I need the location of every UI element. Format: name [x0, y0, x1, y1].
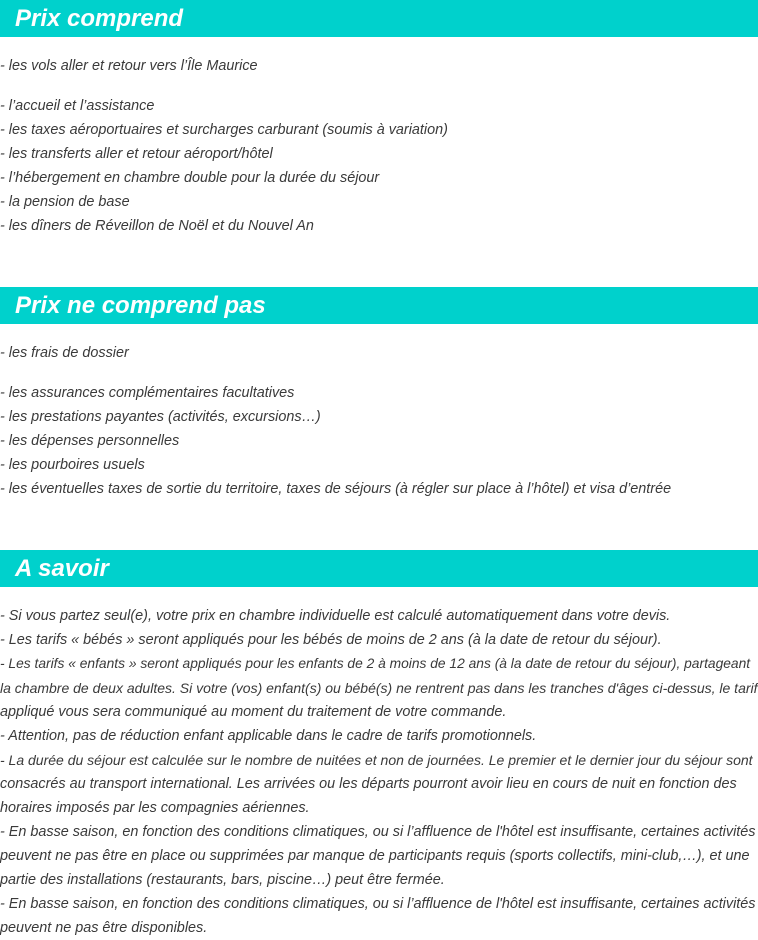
info-line: appliqué vous sera communiqué au moment du traitement de votre commande.: [0, 704, 507, 720]
includes-list: [0, 54, 758, 238]
excludes-list: [0, 341, 758, 501]
info-line: - Attention, pas de réduction enfant applicable dans le cadre de tarifs promotionnels.: [0, 728, 537, 744]
info-line: peuvent ne pas être en place ou supprimées par manque de participants requis (sports collectifs, mini-club,…), et une: [0, 848, 750, 864]
section-title-prix-ne-comprend-pas: Prix ne comprend pas: [0, 287, 758, 324]
list-item: - l’accueil et l’assistance: [0, 98, 155, 114]
list-item: - les dépenses personnelles: [0, 433, 180, 449]
info-line: - En basse saison, en fonction des conditions climatiques, ou si l’affluence de l'hôtel est insuffisante, certaines activités: [0, 824, 756, 840]
info-line: - Les tarifs « enfants » seront appliqués pour les enfants de 2 à moins de 12 ans (à la date de retour du séjour), partageant: [0, 656, 751, 671]
list-item: - l’hébergement en chambre double pour la durée du séjour: [0, 170, 380, 186]
info-line: - Les tarifs « bébés » seront appliqués pour les bébés de moins de 2 ans (à la date de retour du séjour).: [0, 632, 662, 648]
list-item: - les prestations payantes (activités, excursions…): [0, 409, 321, 425]
info-line: consacrés au transport international. Les arrivées ou les départs pourront avoir lieu en cours de nuit en fonction des: [0, 776, 737, 792]
list-item: - les transferts aller et retour aéroport/hôtel: [0, 146, 273, 162]
info-paragraphs: [0, 604, 758, 940]
list-item: - les frais de dossier: [0, 345, 129, 361]
list-item: - les dîners de Réveillon de Noël et du Nouvel An: [0, 218, 314, 234]
section-title-a-savoir: A savoir: [0, 550, 758, 587]
list-item: - les pourboires usuels: [0, 457, 145, 473]
info-line: horaires imposés par les compagnies aériennes.: [0, 800, 310, 816]
list-item: - la pension de base: [0, 194, 130, 210]
info-line: - Si vous partez seul(e), votre prix en chambre individuelle est calculé automatiquement dans votre devis.: [0, 608, 671, 624]
info-line: la chambre de deux adultes. Si votre (vos) enfant(s) ou bébé(s) ne rentrent pas dans les tranches d'âges ci-dessus, le tarif: [0, 680, 758, 696]
info-line: - En basse saison, en fonction des conditions climatiques, ou si l’affluence de l'hôtel est insuffisante, certaines activités: [0, 896, 756, 912]
list-item: - les assurances complémentaires facultatives: [0, 385, 295, 401]
list-item: - les taxes aéroportuaires et surcharges carburant (soumis à variation): [0, 122, 448, 138]
list-item: - les vols aller et retour vers l’Île Maurice: [0, 58, 258, 74]
info-line: peuvent ne pas être disponibles.: [0, 920, 208, 936]
info-line: partie des installations (restaurants, bars, piscine…) peut être fermée.: [0, 872, 445, 888]
list-item: - les éventuelles taxes de sortie du territoire, taxes de séjours (à régler sur place à l’hôtel) et visa d’entrée: [0, 481, 672, 497]
info-line: - La durée du séjour est calculée sur le nombre de nuitées et non de journées. Le premier et le dernier jour du séjour sont: [0, 752, 753, 768]
section-title-prix-comprend: Prix comprend: [0, 0, 758, 37]
